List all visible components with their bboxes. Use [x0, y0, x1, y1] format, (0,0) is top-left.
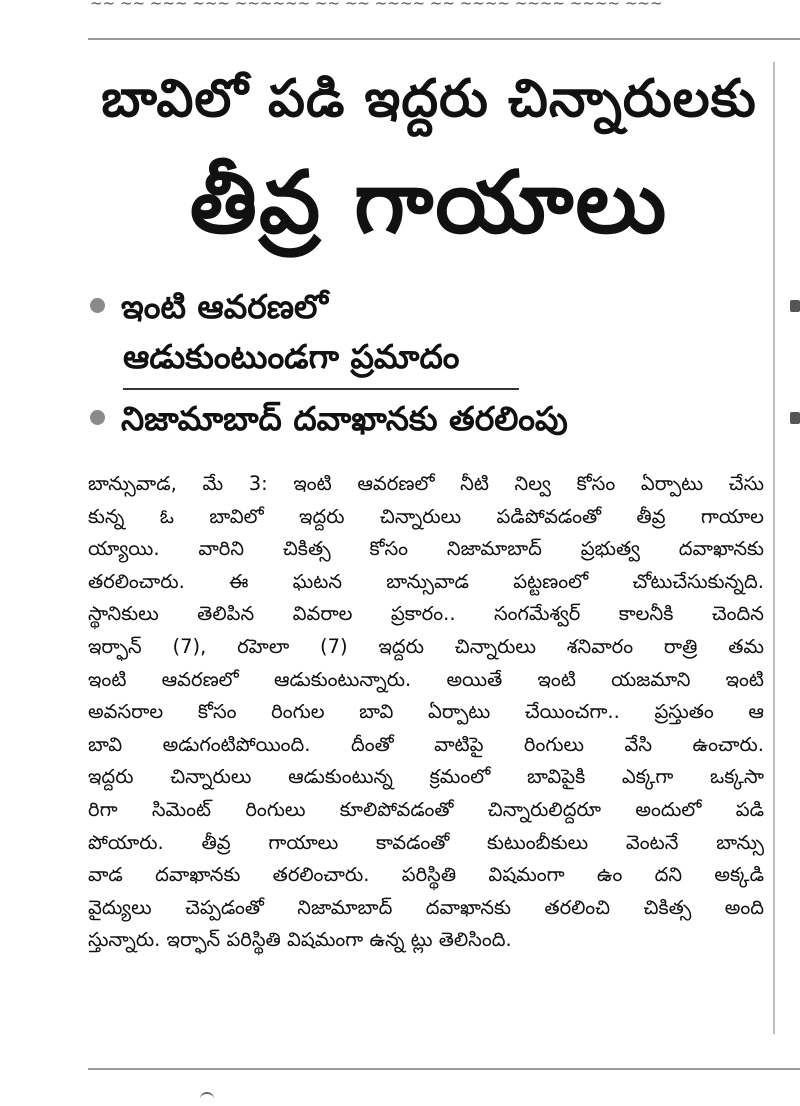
- top-divider: [88, 38, 800, 40]
- body-line: స్తున్నారు. ఇర్ఫాన్ పరిస్థితి విషమంగా ఉన్న ట్లు తెలిసింది.: [88, 928, 512, 952]
- sub-point-underline: [123, 388, 519, 390]
- body-line: బాన్సువాడ, మే 3: ఇంటి ఆవరణలో నీటి నిల్వ కోసం ఏర్పాటు చేసు: [88, 472, 764, 495]
- body-line: రిగా సిమెంట్ రింగులు కూలిపోవడంతో చిన్నారులిద్దరూ అందులో పడి: [88, 797, 764, 821]
- body-line: ఇర్ఫాన్ (7), రహెలా (7) ఇద్దరు చిన్నారులు శనివారం రాత్రి తమ: [88, 634, 764, 658]
- body-line: బావి అడుగంటిపోయింది. దీంతో వాటిపై రింగులు వేసి ఉంచారు.: [88, 732, 764, 756]
- body-line: వాడ దవాఖానకు తరలించారు. పరిస్థితి విషమంగా ఉం దని అక్కడి: [88, 863, 764, 887]
- body-line: ఇద్దరు చిన్నారులు ఆడుకుంటున్న క్రమంలో బావిపైకి ఎక్కగా ఒక్కసా: [88, 765, 764, 789]
- body-line: ఇంటి ఆవరణలో ఆడుకుంటున్నారు. అయితే ఇంటి యజమాని ఇంటి: [88, 667, 764, 691]
- body-line: పోయారు. తీవ్ర గాయాలు కావడంతో కుటుంబీకులు వెంటనే బాన్సు: [88, 830, 764, 854]
- sub-point-1: [90, 284, 328, 330]
- body-line: తరలించారు. ఈ ఘటన బాన్సువాడ పట్టణంలో చోటుచేసుకున్నది.: [88, 569, 764, 593]
- adjacent-column-fragment: [790, 412, 800, 424]
- body-line: వైద్యులు చెప్పడంతో నిజామాబాద్ దవాఖానకు తరలించి చికిత్స అంది: [88, 895, 764, 919]
- body-line: య్యాయి. వారిని చికిత్స కోసం నిజామాబాద్ ప్రభుత్వ దవాఖానకు: [88, 537, 764, 561]
- article-body: [88, 468, 764, 957]
- body-line: స్థానికులు తెలిపిన వివరాల ప్రకారం.. సంగమేశ్వర్ కాలనీకి చెందిన: [88, 602, 764, 626]
- bullet-icon: [90, 410, 105, 425]
- clipped-previous-article-text: ~~ ~~ ~~~ ~~~ ~~~~~~ ~~ ~~ ~~~~ ~~ ~~~~ ~~~~ ~~~~ ~~~: [90, 0, 663, 12]
- body-line: కున్న ఓ బావిలో ఇద్దరు చిన్నారులు పడిపోవడంతో తీవ్ర గాయాల: [88, 504, 764, 528]
- headline-line-1: బావిలో పడి ఇద్దరు చిన్నారులకు: [101, 69, 757, 129]
- sub-point-2: [90, 396, 568, 442]
- sub-point-1-line-2: ఆడుకుంటుండగా ప్రమాదం: [123, 337, 460, 376]
- bullet-icon: [90, 298, 105, 313]
- sub-point-2-line-1: నిజామాబాద్ దవాఖానకు తరలింపు: [121, 399, 568, 438]
- sub-point-1-line-1: ఇంటి ఆవరణలో: [121, 287, 329, 326]
- body-line: అవసరాల కోసం రింగుల బావి ఏర్పాటు చేయించగా.. ప్రస్తుతం ఆ: [88, 700, 764, 724]
- bottom-divider: [88, 1068, 800, 1070]
- adjacent-column-fragment: [790, 300, 800, 312]
- headline-line-2: తీవ్ర గాయాలు: [189, 153, 669, 253]
